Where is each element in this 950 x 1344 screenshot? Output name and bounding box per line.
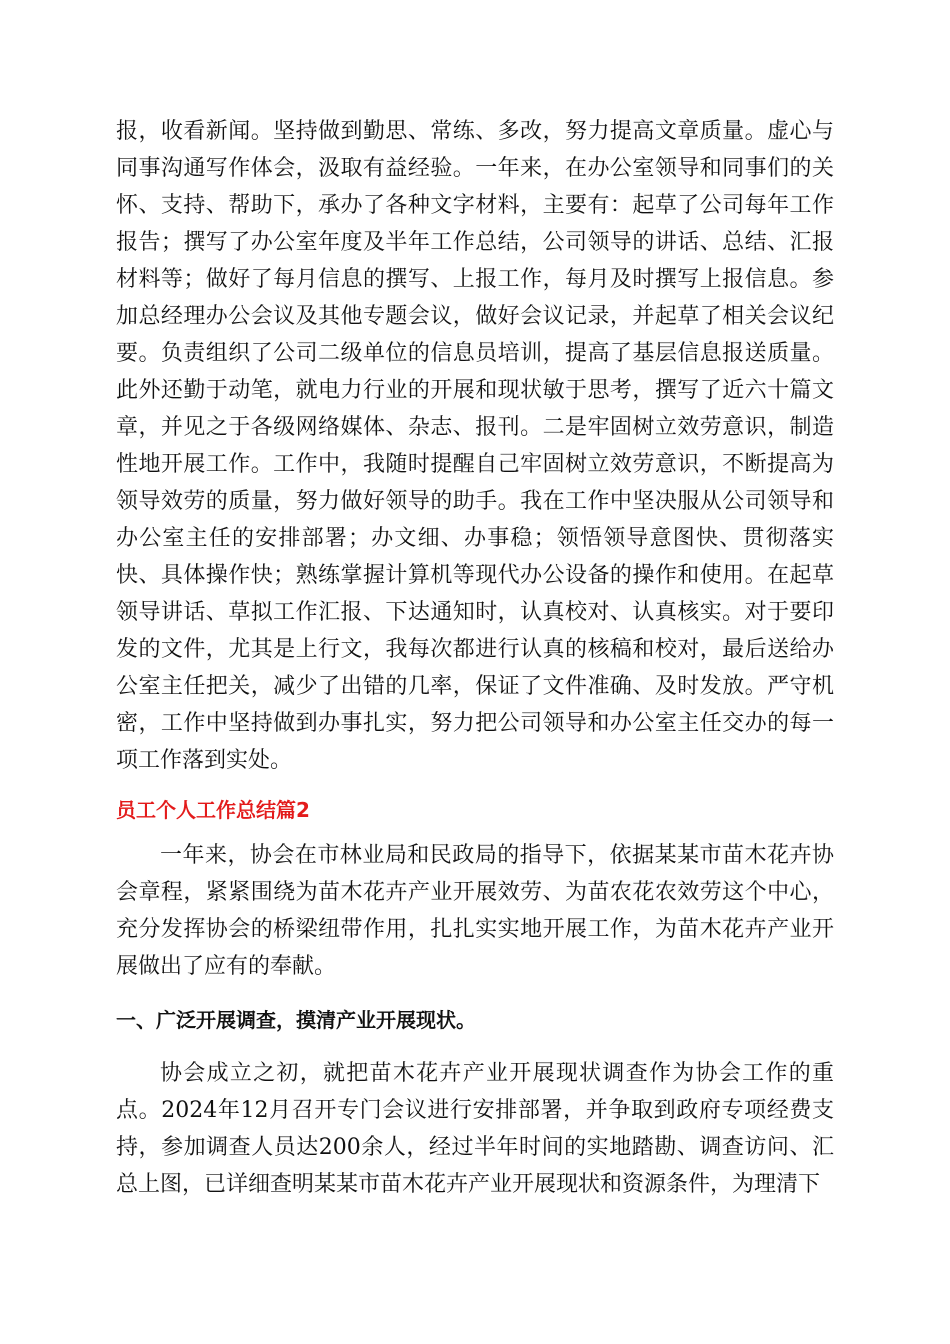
sub-heading: 一、广泛开展调查，摸清产业开展现状。 <box>116 1008 476 1032</box>
document-page <box>116 113 834 1203</box>
body-paragraph-1: 报，收看新闻。坚持做到勤思、常练、多改，努力提高文章质量。虚心与同事沟通写作体会，汲取有益经验。一年来，在办公室领导和同事们的关怀、支持、帮助下，承办了各种文字材料，主要有：起草了公司每年工作报告；撰写了办公室年度及半年工作总结，公司领导的讲话、总结、汇报材料等；做好了每月信息的撰写、上报工作，每月及时撰写上报信息。参加总经理办公会议及其他专题会议，做好会议记录，并起草了相关会议纪要。负责组织了公司二级单位的信息员培训，提高了基层信息报送质量。此外还勤于动笔，就电力行业的开展和现状敏于思考，撰写了近六十篇文章，并见之于各级网络媒体、杂志、报刊。二是牢固树立效劳意识，制造性地开展工作。工作中，我随时提醒自己牢固树立效劳意识，不断提高为领导效劳的质量，努力做好领导的助手。我在工作中坚决服从公司领导和办公室主任的安排部署；办文细、办事稳；领悟领导意图快、贯彻落实快、具体操作快；熟练掌握计算机等现代办公设备的操作和使用。在起草领导讲话、草拟工作汇报、下达通知时，认真校对、认真核实。对于要印发的文件，尤其是上行文，我每次都进行认真的核稿和校对，最后送给办公室主任把关，减少了出错的几率，保证了文件准确、及时发放。严守机密，工作中坚持做到办事扎实，努力把公司领导和办公室主任交办的每一项工作落到实处。 <box>116 119 834 773</box>
body-paragraph-2: 一年来，协会在市林业局和民政局的指导下，依据某某市苗木花卉协会章程，紧紧围绕为苗木花卉产业开展效劳、为苗农花农效劳这个中心，充分发挥协会的桥梁纽带作用，扎扎实实地开展工作，为苗木花卉产业开展做出了应有的奉献。 <box>116 843 834 979</box>
body-paragraph-3: 协会成立之初，就把苗木花卉产业开展现状调查作为协会工作的重点。2024年12月召开专门会议进行安排部署，并争取到政府专项经费支持，参加调查人员达200余人，经过半年时间的实地踏勘、调查访问、汇总上图，已详细查明某某市苗木花卉产业开展现状和资源条件，为理清下 <box>116 1061 834 1197</box>
section-title: 员工个人工作总结篇2 <box>116 798 310 822</box>
